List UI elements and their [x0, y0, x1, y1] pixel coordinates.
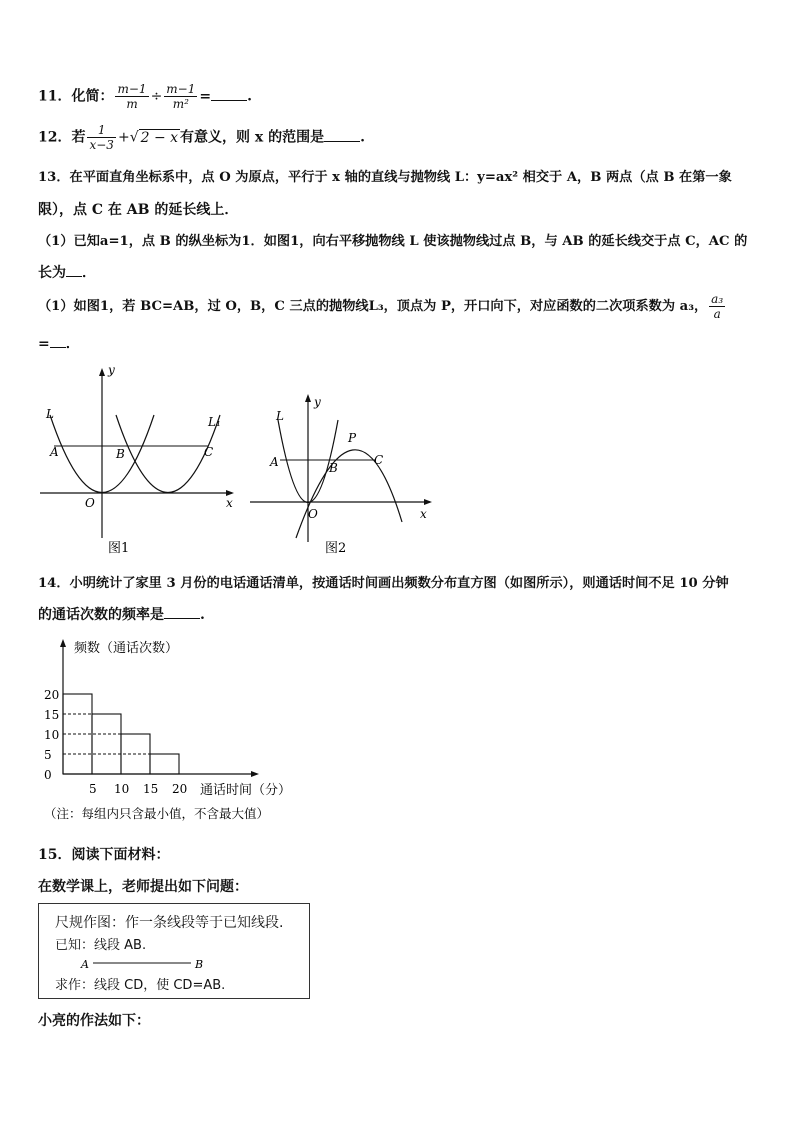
q15-line3: 小亮的作法如下：	[38, 1013, 150, 1029]
hist-bar	[92, 714, 121, 774]
fig1-y-arrow	[99, 368, 105, 376]
hist-x-tick: 5	[89, 782, 97, 796]
q11-end: .	[247, 88, 252, 105]
fig1-label-B: B	[116, 447, 125, 461]
hist-y-tick: 5	[44, 748, 52, 762]
q14-line2: 的通话次数的频率是 .	[38, 607, 205, 623]
q11-fraction-2: $\frac{m-1}{\text{m²}}$	[166, 82, 196, 111]
q13-part2-blank[interactable]	[50, 335, 66, 348]
q14-answer-blank[interactable]	[164, 606, 200, 619]
q13-part1-line1: （1）已知a=1，点 B 的纵坐标为1．如图1，向右平移抛物线 L 使该抛物线过点 B，与 AB 的延长线交于点 C，AC 的	[38, 234, 748, 249]
q12-answer-blank[interactable]	[324, 129, 360, 142]
fig1-label-C: C	[204, 445, 214, 459]
hist-y-tick: 0	[44, 768, 52, 782]
construction-box	[38, 903, 310, 999]
q15-line1: 15．阅读下面材料：	[38, 847, 170, 863]
segment-ab	[79, 954, 219, 974]
q12-lead: 12．若	[38, 129, 86, 146]
fig1-label-A: A	[50, 445, 59, 459]
q15-line2: 在数学课上，老师提出如下问题：	[38, 879, 248, 895]
segment-label-a: A	[81, 958, 89, 971]
q13-line1: 13．在平面直角坐标系中，点 O 为原点，平行于 x 轴的直线与抛物线 L：y=ax² 相交于 A，B 两点（点 B 在第一象	[38, 170, 732, 185]
q13-part1-line2: 长为 ．	[38, 265, 96, 281]
fig2-label-P: P	[348, 431, 357, 445]
q13-figures	[30, 360, 450, 560]
fig2-label-x: x	[420, 507, 427, 521]
fig1-caption: 图1	[108, 541, 130, 556]
fig2-y-arrow	[305, 394, 311, 402]
q12-end: .	[360, 129, 366, 146]
segment-label-b: B	[195, 958, 204, 971]
box-known: 已知：线段 AB.	[55, 938, 147, 953]
q14-line1: 14．小明统计了家里 3 月份的电话通话清单，按通话时间画出频数分布直方图（如图所示），则通话时间不足 10 分钟	[38, 576, 729, 591]
fig1-label-L: L	[46, 407, 54, 421]
figure-1	[40, 363, 234, 556]
hist-x-tick: 10	[114, 782, 130, 796]
fig1-label-L1: L₁	[208, 415, 221, 429]
fig2-label-C: C	[374, 453, 384, 467]
hist-x-label: 通话时间（分）	[200, 783, 292, 798]
q13-part1-blank[interactable]	[66, 264, 82, 277]
fig2-label-O: O	[308, 507, 318, 521]
hist-note: （注：每组内只含最小值，不含最大值）	[44, 806, 270, 821]
q13-ratio-fraction: $\frac{\text{a₃}}{a}$	[711, 292, 724, 321]
fig2-x-arrow	[424, 499, 432, 505]
q12-tail: 有意义，则 x 的范围是	[180, 129, 325, 146]
hist-y-arrow	[60, 639, 66, 647]
fig2-label-y: y	[314, 395, 321, 409]
fig2-parabola-L3	[296, 450, 402, 538]
q12-fraction: $\frac{1}{x-3}$	[89, 123, 114, 152]
hist-x-tick: 20	[172, 782, 188, 796]
q12-plus: +	[117, 129, 130, 146]
q11-line	[38, 82, 252, 111]
frequency-histogram	[30, 632, 330, 828]
q11-fraction-1: $\frac{m-1}{m}$	[117, 82, 147, 111]
hist-y-label: 频数（通话次数）	[74, 641, 179, 656]
q12-sqrt: √ 2 − x	[129, 129, 179, 146]
fig1-label-O: O	[85, 496, 95, 510]
fig2-caption: 图2	[325, 541, 347, 556]
hist-y-tick: 20	[44, 688, 60, 702]
figure-2	[250, 394, 432, 556]
q13-part2-line2: = ．	[38, 336, 80, 352]
q12-line	[38, 123, 365, 152]
hist-x-arrow	[251, 771, 259, 777]
fig2-label-A: A	[270, 455, 279, 469]
hist-x-tick: 15	[143, 782, 159, 796]
q13-line2: 限），点 C 在 AB 的延长线上．	[38, 202, 239, 218]
fig2-label-L: L	[276, 409, 284, 423]
hist-y-tick: 10	[44, 728, 60, 742]
q11-lead: 11．化简：	[38, 88, 114, 105]
hist-bar	[150, 754, 179, 774]
fig1-label-y: y	[108, 363, 115, 377]
box-ask: 求作：线段 CD，使 CD=AB.	[55, 978, 226, 993]
q11-answer-blank[interactable]	[211, 88, 247, 101]
hist-y-tick: 15	[44, 708, 60, 722]
q13-part2-line1: （1）如图1，若 BC=AB，过 O，B，C 三点的抛物线L₃，顶点为 P，开口向下，对应函数的二次项系数为 a₃， $\frac{\text{a₃}}{a}$	[38, 292, 724, 321]
fig2-label-B: B	[329, 461, 338, 475]
hist-bar	[63, 694, 92, 774]
box-title: 尺规作图：作一条线段等于已知线段.	[55, 915, 284, 931]
fig1-label-x: x	[226, 496, 233, 510]
q11-divide: ÷	[150, 88, 163, 105]
q11-equals: =	[199, 88, 212, 105]
